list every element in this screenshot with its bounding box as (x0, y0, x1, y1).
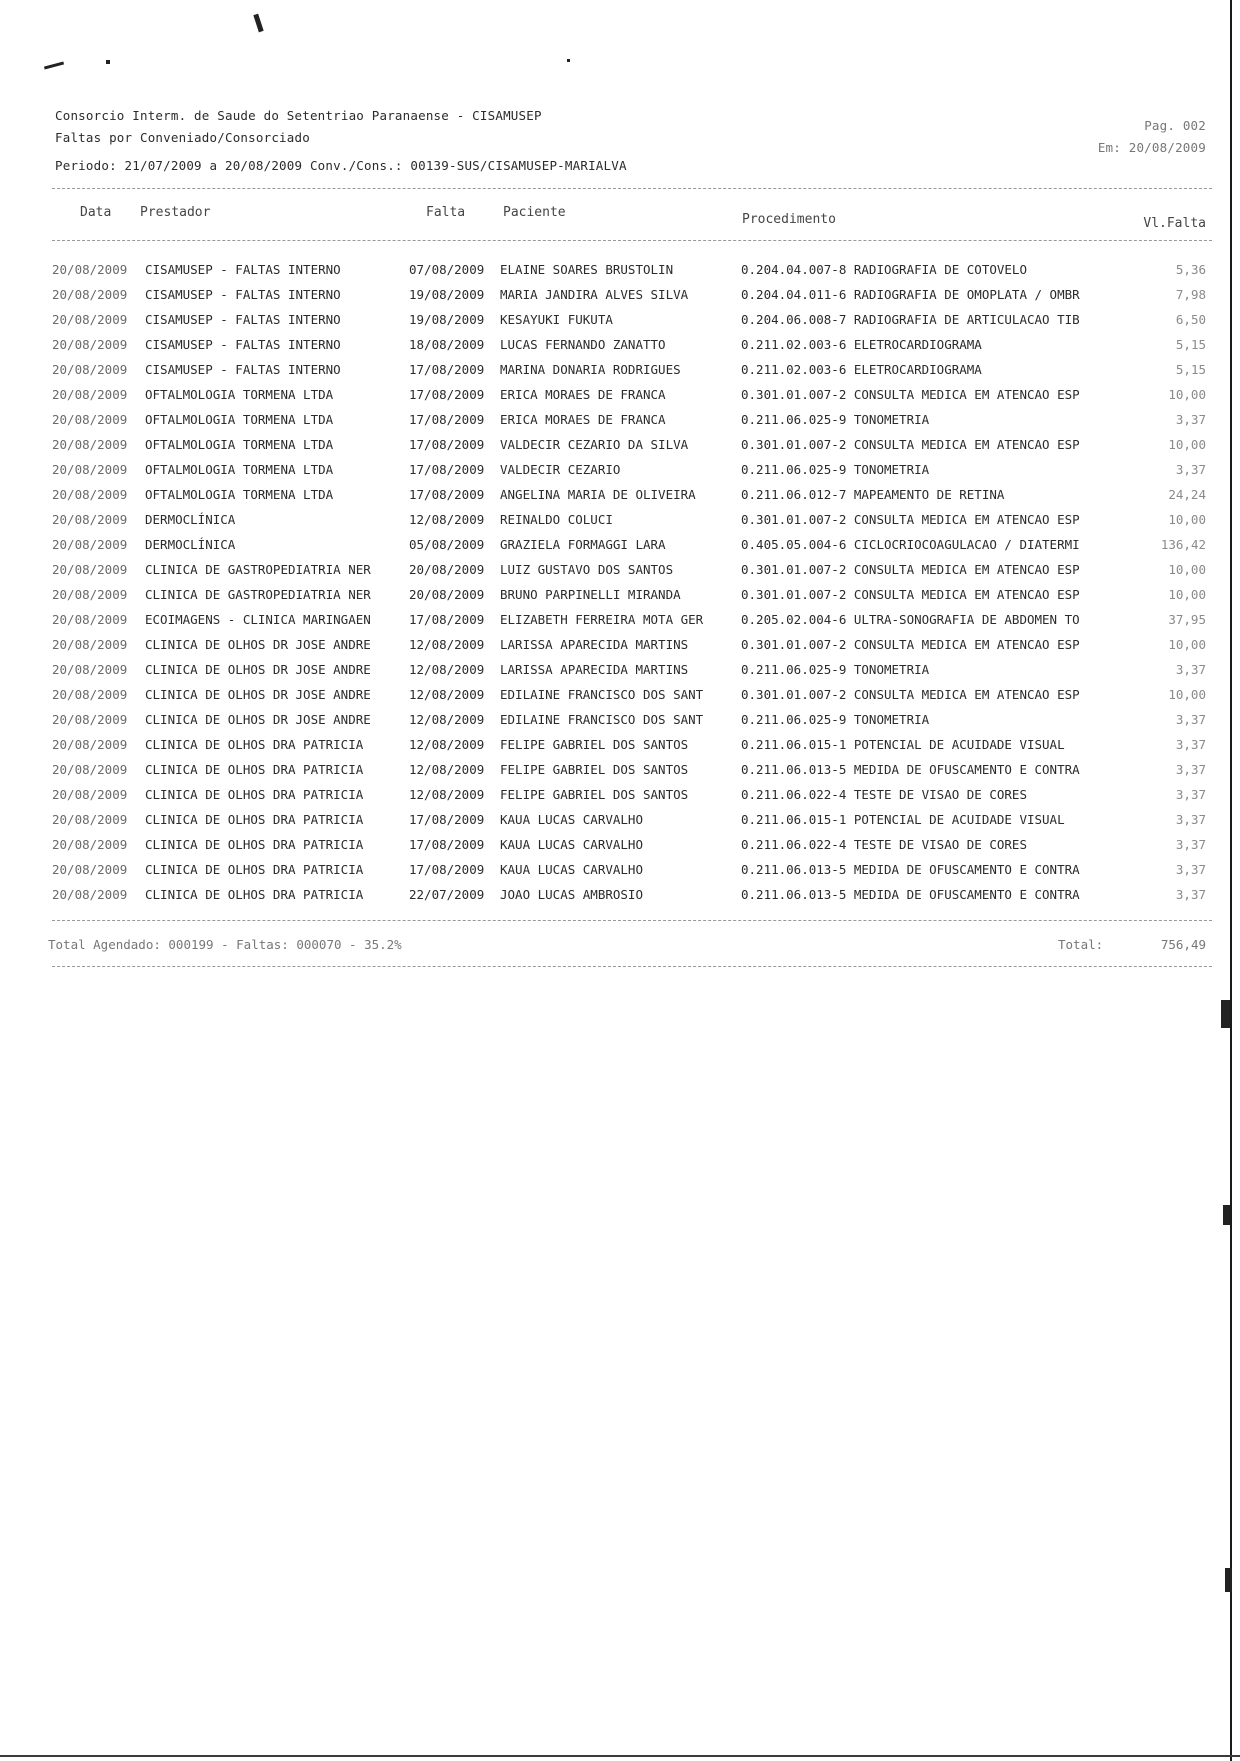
cell-data: 20/08/2009 (52, 537, 128, 552)
cell-procedimento: 0.204.06.008-7 RADIOGRAFIA DE ARTICULACAO TIB (741, 312, 1080, 327)
cell-paciente: VALDECIR CEZARIO DA SILVA (500, 437, 689, 452)
table-row (0, 287, 1240, 311)
cell-paciente: ERICA MORAES DE FRANCA (500, 412, 666, 427)
cell-prestador: DERMOCLÍNICA (145, 537, 236, 552)
scan-speck (1223, 1205, 1230, 1225)
cell-falta: 17/08/2009 (409, 862, 485, 877)
cell-falta: 17/08/2009 (409, 487, 485, 502)
cell-prestador: OFTALMOLOGIA TORMENA LTDA (145, 487, 334, 502)
table-row (0, 637, 1240, 661)
cell-data: 20/08/2009 (52, 837, 128, 852)
cell-falta: 17/08/2009 (409, 812, 485, 827)
cell-data: 20/08/2009 (52, 787, 128, 802)
table-row (0, 887, 1240, 911)
divider (52, 240, 1212, 241)
cell-vl-falta: 10,00 (1168, 637, 1206, 652)
cell-falta: 17/08/2009 (409, 437, 485, 452)
cell-prestador: ECOIMAGENS - CLINICA MARINGAEN (145, 612, 371, 627)
page-number: Pag. 002 (1144, 118, 1206, 133)
scan-border-bottom (0, 1755, 1240, 1757)
table-row (0, 712, 1240, 736)
cell-vl-falta: 10,00 (1168, 512, 1206, 527)
table-row (0, 587, 1240, 611)
cell-prestador: CLINICA DE OLHOS DRA PATRICIA (145, 812, 364, 827)
cell-falta: 12/08/2009 (409, 687, 485, 702)
cell-paciente: LUIZ GUSTAVO DOS SANTOS (500, 562, 674, 577)
cell-data: 20/08/2009 (52, 312, 128, 327)
cell-data: 20/08/2009 (52, 612, 128, 627)
cell-paciente: LARISSA APARECIDA MARTINS (500, 637, 689, 652)
cell-vl-falta: 6,50 (1175, 312, 1206, 327)
cell-data: 20/08/2009 (52, 412, 128, 427)
scan-speck (567, 59, 570, 62)
cell-paciente: KAUA LUCAS CARVALHO (500, 812, 643, 827)
cell-paciente: KAUA LUCAS CARVALHO (500, 837, 643, 852)
table-row (0, 762, 1240, 786)
scan-speck (1225, 1568, 1232, 1592)
cell-vl-falta: 3,37 (1175, 662, 1206, 677)
cell-prestador: CLINICA DE OLHOS DR JOSE ANDRE (145, 637, 371, 652)
cell-data: 20/08/2009 (52, 687, 128, 702)
col-header-procedimento: Procedimento (742, 212, 836, 227)
cell-paciente: EDILAINE FRANCISCO DOS SANT (500, 712, 704, 727)
cell-prestador: CISAMUSEP - FALTAS INTERNO (145, 312, 341, 327)
cell-data: 20/08/2009 (52, 462, 128, 477)
cell-vl-falta: 3,37 (1175, 412, 1206, 427)
cell-prestador: CLINICA DE OLHOS DR JOSE ANDRE (145, 687, 371, 702)
cell-paciente: JOAO LUCAS AMBROSIO (500, 887, 643, 902)
cell-procedimento: 0.211.06.012-7 MAPEAMENTO DE RETINA (741, 487, 1005, 502)
cell-prestador: OFTALMOLOGIA TORMENA LTDA (145, 387, 334, 402)
cell-data: 20/08/2009 (52, 737, 128, 752)
cell-data: 20/08/2009 (52, 637, 128, 652)
scan-speck (106, 60, 110, 64)
cell-vl-falta: 10,00 (1168, 387, 1206, 402)
table-row (0, 837, 1240, 861)
cell-falta: 12/08/2009 (409, 512, 485, 527)
report-period: Periodo: 21/07/2009 a 20/08/2009 Conv./Cons.: 00139-SUS/CISAMUSEP-MARIALVA (55, 158, 627, 173)
cell-procedimento: 0.301.01.007-2 CONSULTA MEDICA EM ATENCAO ESP (741, 687, 1080, 702)
cell-vl-falta: 7,98 (1175, 287, 1206, 302)
table-row (0, 537, 1240, 561)
col-header-paciente: Paciente (503, 205, 566, 220)
table-row (0, 737, 1240, 761)
cell-vl-falta: 5,15 (1175, 337, 1206, 352)
cell-procedimento: 0.204.04.007-8 RADIOGRAFIA DE COTOVELO (741, 262, 1027, 277)
cell-procedimento: 0.211.06.015-1 POTENCIAL DE ACUIDADE VISUAL (741, 737, 1065, 752)
cell-procedimento: 0.211.06.025-9 TONOMETRIA (741, 662, 930, 677)
cell-procedimento: 0.405.05.004-6 CICLOCRIOCOAGULACAO / DIATERMI (741, 537, 1080, 552)
cell-data: 20/08/2009 (52, 712, 128, 727)
cell-data: 20/08/2009 (52, 587, 128, 602)
cell-data: 20/08/2009 (52, 262, 128, 277)
cell-prestador: OFTALMOLOGIA TORMENA LTDA (145, 462, 334, 477)
cell-falta: 17/08/2009 (409, 462, 485, 477)
cell-procedimento: 0.211.06.022-4 TESTE DE VISAO DE CORES (741, 787, 1027, 802)
cell-data: 20/08/2009 (52, 337, 128, 352)
cell-paciente: VALDECIR CEZARIO (500, 462, 621, 477)
cell-procedimento: 0.211.06.013-5 MEDIDA DE OFUSCAMENTO E CONTRA (741, 887, 1080, 902)
cell-prestador: DERMOCLÍNICA (145, 512, 236, 527)
cell-paciente: BRUNO PARPINELLI MIRANDA (500, 587, 681, 602)
cell-prestador: CLINICA DE OLHOS DRA PATRICIA (145, 737, 364, 752)
cell-prestador: OFTALMOLOGIA TORMENA LTDA (145, 437, 334, 452)
cell-data: 20/08/2009 (52, 562, 128, 577)
cell-procedimento: 0.301.01.007-2 CONSULTA MEDICA EM ATENCAO ESP (741, 437, 1080, 452)
table-row (0, 787, 1240, 811)
table-row (0, 687, 1240, 711)
cell-procedimento: 0.301.01.007-2 CONSULTA MEDICA EM ATENCAO ESP (741, 387, 1080, 402)
cell-falta: 17/08/2009 (409, 412, 485, 427)
cell-data: 20/08/2009 (52, 287, 128, 302)
table-row (0, 562, 1240, 586)
cell-paciente: KAUA LUCAS CARVALHO (500, 862, 643, 877)
cell-vl-falta: 3,37 (1175, 862, 1206, 877)
cell-paciente: MARINA DONARIA RODRIGUES (500, 362, 681, 377)
cell-prestador: OFTALMOLOGIA TORMENA LTDA (145, 412, 334, 427)
cell-falta: 19/08/2009 (409, 287, 485, 302)
cell-prestador: CISAMUSEP - FALTAS INTERNO (145, 362, 341, 377)
cell-falta: 17/08/2009 (409, 362, 485, 377)
cell-vl-falta: 37,95 (1168, 612, 1206, 627)
col-header-falta: Falta (426, 205, 466, 220)
cell-data: 20/08/2009 (52, 887, 128, 902)
cell-falta: 12/08/2009 (409, 637, 485, 652)
cell-paciente: LARISSA APARECIDA MARTINS (500, 662, 689, 677)
cell-paciente: REINALDO COLUCI (500, 512, 613, 527)
table-row (0, 337, 1240, 361)
table-row (0, 312, 1240, 336)
cell-vl-falta: 3,37 (1175, 837, 1206, 852)
cell-paciente: FELIPE GABRIEL DOS SANTOS (500, 787, 689, 802)
cell-paciente: GRAZIELA FORMAGGI LARA (500, 537, 666, 552)
table-row (0, 612, 1240, 636)
cell-vl-falta: 5,36 (1175, 262, 1206, 277)
cell-falta: 22/07/2009 (409, 887, 485, 902)
cell-procedimento: 0.301.01.007-2 CONSULTA MEDICA EM ATENCAO ESP (741, 562, 1080, 577)
cell-vl-falta: 3,37 (1175, 762, 1206, 777)
cell-vl-falta: 10,00 (1168, 562, 1206, 577)
cell-prestador: CLINICA DE OLHOS DRA PATRICIA (145, 887, 364, 902)
table-row (0, 487, 1240, 511)
report-org-title: Consorcio Interm. de Saude do Setentriao Paranaense - CISAMUSEP (55, 108, 542, 123)
cell-procedimento: 0.211.02.003-6 ELETROCARDIOGRAMA (741, 362, 982, 377)
cell-paciente: EDILAINE FRANCISCO DOS SANT (500, 687, 704, 702)
cell-vl-falta: 3,37 (1175, 737, 1206, 752)
cell-prestador: CLINICA DE OLHOS DRA PATRICIA (145, 787, 364, 802)
cell-procedimento: 0.211.06.025-9 TONOMETRIA (741, 462, 930, 477)
cell-paciente: ANGELINA MARIA DE OLIVEIRA (500, 487, 696, 502)
cell-vl-falta: 136,42 (1160, 537, 1206, 552)
cell-paciente: KESAYUKI FUKUTA (500, 312, 613, 327)
cell-procedimento: 0.301.01.007-2 CONSULTA MEDICA EM ATENCAO ESP (741, 587, 1080, 602)
col-header-vl-falta: Vl.Falta (1143, 216, 1206, 231)
cell-prestador: CLINICA DE OLHOS DRA PATRICIA (145, 862, 364, 877)
cell-data: 20/08/2009 (52, 362, 128, 377)
cell-procedimento: 0.301.01.007-2 CONSULTA MEDICA EM ATENCAO ESP (741, 637, 1080, 652)
cell-paciente: ERICA MORAES DE FRANCA (500, 387, 666, 402)
col-header-prestador: Prestador (140, 205, 211, 220)
cell-prestador: CLINICA DE OLHOS DR JOSE ANDRE (145, 712, 371, 727)
cell-falta: 12/08/2009 (409, 787, 485, 802)
cell-procedimento: 0.211.02.003-6 ELETROCARDIOGRAMA (741, 337, 982, 352)
scan-speck (44, 61, 64, 69)
cell-vl-falta: 3,37 (1175, 812, 1206, 827)
scan-speck (253, 14, 263, 33)
cell-data: 20/08/2009 (52, 812, 128, 827)
cell-data: 20/08/2009 (52, 762, 128, 777)
cell-prestador: CLINICA DE OLHOS DR JOSE ANDRE (145, 662, 371, 677)
cell-procedimento: 0.301.01.007-2 CONSULTA MEDICA EM ATENCAO ESP (741, 512, 1080, 527)
cell-falta: 12/08/2009 (409, 712, 485, 727)
cell-paciente: FELIPE GABRIEL DOS SANTOS (500, 762, 689, 777)
cell-procedimento: 0.211.06.025-9 TONOMETRIA (741, 412, 930, 427)
cell-vl-falta: 10,00 (1168, 687, 1206, 702)
divider (52, 188, 1212, 189)
table-row (0, 462, 1240, 486)
cell-vl-falta: 3,37 (1175, 887, 1206, 902)
report-date: Em: 20/08/2009 (1097, 140, 1206, 155)
cell-procedimento: 0.211.06.013-5 MEDIDA DE OFUSCAMENTO E CONTRA (741, 862, 1080, 877)
cell-prestador: CISAMUSEP - FALTAS INTERNO (145, 337, 341, 352)
cell-falta: 19/08/2009 (409, 312, 485, 327)
cell-vl-falta: 5,15 (1175, 362, 1206, 377)
cell-paciente: MARIA JANDIRA ALVES SILVA (500, 287, 689, 302)
total-label: Total: (1058, 937, 1104, 952)
col-header-data: Data (80, 205, 112, 220)
cell-vl-falta: 3,37 (1175, 712, 1206, 727)
scan-speck (1221, 1000, 1230, 1028)
cell-vl-falta: 10,00 (1168, 437, 1206, 452)
table-row (0, 512, 1240, 536)
divider (52, 920, 1212, 921)
cell-prestador: CLINICA DE OLHOS DRA PATRICIA (145, 837, 364, 852)
cell-falta: 18/08/2009 (409, 337, 485, 352)
cell-falta: 17/08/2009 (409, 837, 485, 852)
cell-vl-falta: 10,00 (1168, 587, 1206, 602)
cell-procedimento: 0.211.06.022-4 TESTE DE VISAO DE CORES (741, 837, 1027, 852)
cell-data: 20/08/2009 (52, 862, 128, 877)
table-row (0, 812, 1240, 836)
summary-line: Total Agendado: 000199 - Faltas: 000070 - 35.2% (48, 937, 402, 952)
cell-paciente: FELIPE GABRIEL DOS SANTOS (500, 737, 689, 752)
cell-falta: 05/08/2009 (409, 537, 485, 552)
cell-procedimento: 0.204.04.011-6 RADIOGRAFIA DE OMOPLATA / OMBR (741, 287, 1080, 302)
cell-procedimento: 0.205.02.004-6 ULTRA-SONOGRAFIA DE ABDOMEN TO (741, 612, 1080, 627)
divider (52, 966, 1212, 967)
cell-vl-falta: 24,24 (1168, 487, 1206, 502)
cell-prestador: CLINICA DE OLHOS DRA PATRICIA (145, 762, 364, 777)
cell-falta: 12/08/2009 (409, 662, 485, 677)
cell-falta: 12/08/2009 (409, 762, 485, 777)
cell-prestador: CISAMUSEP - FALTAS INTERNO (145, 287, 341, 302)
cell-data: 20/08/2009 (52, 437, 128, 452)
cell-paciente: ELIZABETH FERREIRA MOTA GER (500, 612, 704, 627)
cell-data: 20/08/2009 (52, 512, 128, 527)
table-row (0, 862, 1240, 886)
table-row (0, 412, 1240, 436)
cell-procedimento: 0.211.06.015-1 POTENCIAL DE ACUIDADE VISUAL (741, 812, 1065, 827)
cell-data: 20/08/2009 (52, 387, 128, 402)
cell-data: 20/08/2009 (52, 662, 128, 677)
cell-falta: 12/08/2009 (409, 737, 485, 752)
cell-paciente: ELAINE SOARES BRUSTOLIN (500, 262, 674, 277)
table-row (0, 387, 1240, 411)
cell-vl-falta: 3,37 (1175, 462, 1206, 477)
cell-vl-falta: 3,37 (1175, 787, 1206, 802)
cell-prestador: CLINICA DE GASTROPEDIATRIA NER (145, 587, 371, 602)
report-subtitle: Faltas por Conveniado/Consorciado (55, 130, 310, 145)
cell-procedimento: 0.211.06.013-5 MEDIDA DE OFUSCAMENTO E CONTRA (741, 762, 1080, 777)
cell-falta: 17/08/2009 (409, 612, 485, 627)
table-row (0, 437, 1240, 461)
table-row (0, 262, 1240, 286)
cell-falta: 07/08/2009 (409, 262, 485, 277)
total-value: 756,49 (1160, 937, 1206, 952)
cell-paciente: LUCAS FERNANDO ZANATTO (500, 337, 666, 352)
cell-prestador: CLINICA DE GASTROPEDIATRIA NER (145, 562, 371, 577)
cell-prestador: CISAMUSEP - FALTAS INTERNO (145, 262, 341, 277)
cell-falta: 17/08/2009 (409, 387, 485, 402)
cell-procedimento: 0.211.06.025-9 TONOMETRIA (741, 712, 930, 727)
table-row (0, 662, 1240, 686)
table-row (0, 362, 1240, 386)
cell-falta: 20/08/2009 (409, 587, 485, 602)
cell-data: 20/08/2009 (52, 487, 128, 502)
cell-falta: 20/08/2009 (409, 562, 485, 577)
